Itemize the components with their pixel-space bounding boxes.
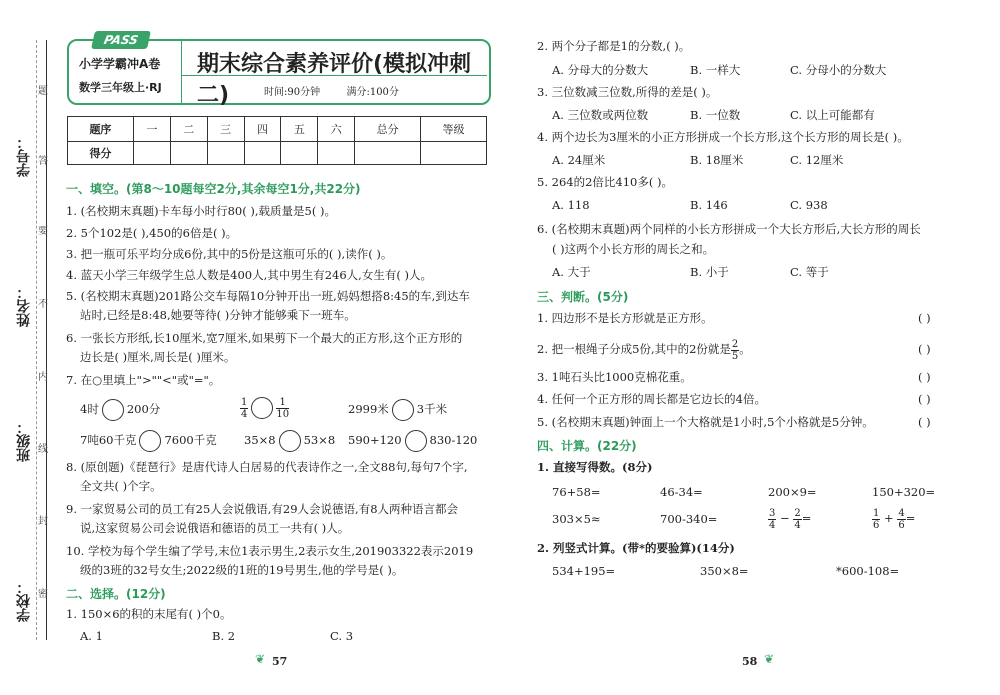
- option-a: A. 三位数或两位数: [552, 108, 649, 122]
- compare-item: [348, 398, 447, 421]
- fraction-denominator: 4: [769, 519, 776, 531]
- table-cell: 四: [244, 117, 281, 142]
- question-text: 3. 1吨石头比1000克棉花重。: [537, 370, 692, 384]
- table-cell: 总分: [355, 117, 421, 142]
- calc-item: 700-340=: [660, 512, 718, 526]
- compare-item: [80, 398, 160, 421]
- school-label: 学校：: [16, 580, 32, 622]
- question-text: 1. 150×6的积的末尾有( )个0。: [66, 607, 232, 621]
- question-text: 3. 把一瓶可乐平均分成6份,其中的5份是这瓶可乐的( ),读作( )。: [66, 247, 393, 261]
- exam-header: [67, 33, 491, 108]
- option-b: B. 一样大: [690, 63, 741, 77]
- option-a: A. 大于: [552, 265, 591, 279]
- fraction-denominator: 6: [873, 519, 880, 531]
- calc-item: 534+195=: [552, 564, 616, 578]
- fraction-denominator: 4: [794, 519, 801, 531]
- option-c: C. 3: [330, 629, 354, 643]
- score-input-cell[interactable]: [244, 142, 281, 165]
- compare-circle[interactable]: [279, 430, 301, 452]
- score-input-cell[interactable]: [318, 142, 355, 165]
- question-text: 3. 三位数减三位数,所得的差是( )。: [537, 85, 718, 99]
- score-input-cell[interactable]: [281, 142, 318, 165]
- binding-char: 封: [38, 516, 48, 527]
- fraction: [897, 508, 905, 531]
- question-text: 2. 5个102是( ),450的6倍是( )。: [66, 226, 238, 240]
- fraction-denominator: 4: [241, 408, 248, 420]
- fraction: [240, 397, 248, 420]
- pass-logo: PASS: [91, 31, 151, 49]
- option-b: B. 2: [212, 629, 236, 643]
- section-fill-in: 一、填空。(第8～10题每空2分,其余每空1分,共22分): [66, 182, 361, 196]
- fraction-denominator: 5: [731, 350, 739, 362]
- fraction-numerator: 3: [769, 507, 776, 519]
- table-cell: 三: [207, 117, 244, 142]
- section-judge: 三、判断。(5分): [537, 290, 629, 304]
- question-text: 8. (原创题)《琵琶行》是唐代诗人白居易的代表诗作之一,全文88句,每句7个字,: [66, 460, 468, 474]
- calc-item: 46-34=: [660, 485, 703, 499]
- binding-char: 密: [38, 589, 48, 600]
- calc-item: 200×9=: [768, 485, 817, 499]
- fraction: [793, 508, 801, 531]
- calc-item: $\frac{3}{4}$ − $\frac{2}{4}$ =: [769, 507, 812, 531]
- subsection-title: 1. 直接写得数。(8分): [537, 460, 653, 474]
- answer-paren[interactable]: ( ): [918, 370, 931, 384]
- fraction-denominator: 6: [898, 519, 905, 531]
- table-cell: 六: [318, 117, 355, 142]
- question-text: 5. 264的2倍比410多( )。: [537, 175, 673, 189]
- fraction: [768, 508, 776, 531]
- compare-left: 590+120: [348, 433, 402, 447]
- fraction-numerator: 2: [731, 338, 739, 350]
- fraction: [872, 508, 880, 531]
- option-c: C. 等于: [790, 265, 829, 279]
- binding-char: 不: [38, 299, 48, 310]
- fraction-numerator: 2: [794, 507, 801, 519]
- question-text: 4. 两个边长为3厘米的小正方形拼成一个长方形,这个长方形的周长是( )。: [537, 130, 909, 144]
- answer-paren[interactable]: ( ): [918, 392, 931, 406]
- exam-score: 满分:100分: [346, 87, 399, 98]
- score-input-cell[interactable]: [207, 142, 244, 165]
- grade-label: 数学三年级上·RJ: [79, 81, 162, 94]
- compare-circle[interactable]: [139, 430, 161, 452]
- option-c: C. 以上可能都有: [790, 108, 875, 122]
- answer-paren[interactable]: ( ): [918, 311, 931, 325]
- question-text: 1. (名校期末真题)卡车每小时行80( ),载质量是5( )。: [66, 204, 336, 218]
- answer-paren[interactable]: ( ): [918, 342, 931, 356]
- compare-right: 7600千克: [164, 433, 217, 447]
- exam-time: 时间:90分钟: [264, 87, 321, 98]
- page-number-left: 57: [272, 655, 288, 668]
- header-divider: [181, 75, 487, 76]
- compare-item: [348, 429, 477, 452]
- question-text: 站时,已经是8:48,她要等待( )分钟才能够乘下一班车。: [80, 308, 356, 322]
- binding-char: 内: [38, 372, 48, 383]
- header-series-box: [69, 33, 182, 103]
- compare-circle[interactable]: [405, 430, 427, 452]
- name-label: 姓名：: [16, 285, 32, 327]
- question-text: 4. 任何一个正方形的周长都是它边长的4倍。: [537, 392, 766, 406]
- option-b: B. 小于: [690, 265, 729, 279]
- section-calc: 四、计算。(22分): [537, 439, 637, 453]
- compare-circle[interactable]: [392, 399, 414, 421]
- fraction-numerator: 1: [241, 396, 248, 408]
- compare-left: 7吨60千克: [80, 433, 137, 447]
- option-b: B. 一位数: [690, 108, 741, 122]
- question-text: 5. (名校期末真题)钟面上一个大格就是1小时,5个小格就是5分钟。: [537, 415, 874, 429]
- option-b: B. 146: [690, 198, 728, 212]
- question-text: 2. 把一根绳子分成5份,其中的2份就是 $\frac{2}{5}$ 。: [537, 338, 751, 362]
- question-text: 级的3班的32号女生;2022级的1班的19号男生,他的学号是( )。: [80, 563, 404, 577]
- fraction: [276, 397, 289, 420]
- question-text: 2. 两个分子都是1的分数,( )。: [537, 39, 691, 53]
- option-c: C. 938: [790, 198, 828, 212]
- compare-right: 200分: [126, 402, 161, 416]
- compare-item: [240, 394, 289, 420]
- fraction-numerator: 1: [276, 397, 289, 409]
- calc-item: 150+320=: [872, 485, 936, 499]
- question-text: 9. 一家贸易公司的员工有25人会说俄语,有29人会说德语,有8人两种语言都会: [66, 502, 459, 516]
- fraction-denominator: 10: [276, 408, 290, 420]
- binding-char: 要: [38, 226, 48, 237]
- question-text: ( )这两个小长方形的周长之和。: [552, 242, 715, 256]
- question-text: 边长是( )厘米,周长是( )厘米。: [80, 350, 236, 364]
- question-text: 全文共( )个字。: [80, 479, 162, 493]
- option-a: A. 24厘米: [552, 153, 606, 167]
- binding-char: 答: [38, 156, 48, 167]
- calc-item: 76+58=: [552, 485, 601, 499]
- compare-left: 4时: [80, 402, 99, 416]
- compare-left: 35×8: [244, 433, 276, 447]
- compare-item: [80, 429, 217, 452]
- table-cell: 得分: [68, 142, 134, 165]
- question-text-part: 2. 把一根绳子分成5份,其中的2份就是: [537, 342, 731, 356]
- compare-circle[interactable]: [102, 399, 124, 421]
- fraction-numerator: 1: [873, 507, 880, 519]
- score-input-cell[interactable]: [421, 142, 487, 165]
- table-cell: 题序: [68, 117, 134, 142]
- compare-left: 2999米: [348, 402, 389, 416]
- series-name: 小学学霸冲A卷: [79, 57, 161, 71]
- compare-right: 3千米: [416, 402, 448, 416]
- question-text: 4. 蓝天小学三年级学生总人数是400人,其中男生有246人,女生有( )人。: [66, 268, 432, 282]
- binding-char: 题: [38, 86, 48, 97]
- option-c: C. 分母小的分数大: [790, 63, 887, 77]
- fraction: [731, 339, 739, 362]
- compare-circle[interactable]: [251, 397, 273, 419]
- question-text: 说,这家贸易公司会说俄语和德语的员工一共有( )人。: [80, 521, 350, 535]
- option-c: C. 12厘米: [790, 153, 844, 167]
- score-table-score-row: [68, 142, 487, 165]
- option-b: B. 18厘米: [690, 153, 744, 167]
- fraction-numerator: 4: [898, 507, 905, 519]
- question-text: 1. 四边形不是长方形就是正方形。: [537, 311, 713, 325]
- table-cell: 等级: [421, 117, 487, 142]
- compare-right: 53×8: [303, 433, 336, 447]
- table-cell: 二: [170, 117, 207, 142]
- table-cell: 五: [281, 117, 318, 142]
- question-text: 7. 在○里填上">""<"或"="。: [66, 373, 221, 387]
- calc-item: $\frac{1}{6}$ + $\frac{4}{6}$ =: [873, 507, 916, 531]
- page-title: 期末综合素养评价(模拟冲刺二): [197, 52, 472, 108]
- option-a: A. 分母大的分数大: [552, 63, 649, 77]
- score-input-cell[interactable]: [170, 142, 207, 165]
- question-text: 6. (名校期末真题)两个同样的小长方形拼成一个大长方形后,大长方形的周长: [537, 222, 921, 236]
- score-input-cell[interactable]: [133, 142, 170, 165]
- binding-line: [46, 40, 47, 640]
- calc-item: 303×5≈: [552, 512, 601, 526]
- leaf-icon: ❦: [255, 652, 266, 666]
- question-text: 6. 一张长方形纸,长10厘米,宽7厘米,如果剪下一个最大的正方形,这个正方形的: [66, 331, 463, 345]
- page-number-right: 58: [742, 655, 758, 668]
- compare-right: 830-120: [429, 433, 478, 447]
- question-text: 10. 学校为每个学生编了学号,末位1表示男生,2表示女生,201903322表示2019: [66, 544, 474, 558]
- leaf-icon: ❦: [764, 652, 775, 666]
- table-cell: 一: [133, 117, 170, 142]
- subsection-title: 2. 列竖式计算。(带*的要验算)(14分): [537, 541, 735, 555]
- option-a: A. 1: [80, 629, 103, 643]
- class-label: 班级：: [16, 420, 32, 462]
- option-a: A. 118: [552, 198, 590, 212]
- binding-char: 线: [38, 444, 48, 455]
- answer-paren[interactable]: ( ): [918, 415, 931, 429]
- score-table-header-row: [68, 117, 487, 142]
- binding-dashed-line: [36, 40, 37, 640]
- question-text: 5. (名校期末真题)201路公交车每隔10分钟开出一班,妈妈想搭8:45的车,到达车: [66, 289, 470, 303]
- student-id-label: 学号：: [16, 135, 32, 177]
- compare-item: [244, 429, 335, 452]
- exam-meta: [264, 83, 399, 98]
- score-input-cell[interactable]: [355, 142, 421, 165]
- calc-item: *600-108=: [836, 564, 900, 578]
- score-table: [67, 116, 487, 165]
- calc-item: 350×8=: [700, 564, 749, 578]
- section-choice: 二、选择。(12分): [66, 587, 166, 601]
